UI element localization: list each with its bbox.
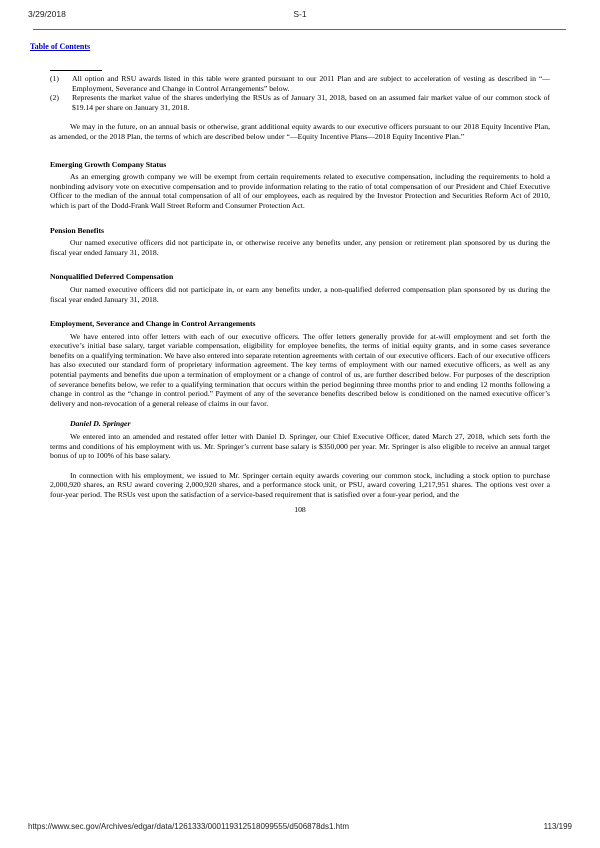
print-header-title: S-1 <box>293 9 307 19</box>
subsection-paragraph: In connection with his employment, we issued to Mr. Springer certain equity awards covering our common stock, including a stock option to purchase 2,000,920 shares, an RSU award covering 2,000,920 shares, and a performance stock unit, or PSU, award covering 1,217,951 shares. The options vest over a four-year period. The RSUs vest upon the satisfaction of a service-based requirement that is satisfied over a four-year period, and the <box>50 470 550 499</box>
intro-paragraph: We may in the future, on an annual basis or otherwise, grant additional equity awards to our executive officers pursuant to our 2018 Equity Incentive Plan, as amended, or the 2018 Plan, the terms of which are described below under “—Equity Incentive Plans—2018 Equity Incentive Plan.” <box>50 122 550 141</box>
document-content <box>50 70 550 514</box>
section-paragraph: Our named executive officers did not participate in, or earn any benefits under, a non-qualified deferred compensation plan sponsored by us during the fiscal year ended January 31, 2018. <box>50 284 550 304</box>
footnote-divider <box>50 70 102 71</box>
footer-page-indicator: 113/199 <box>543 822 572 831</box>
footnote-2 <box>50 93 550 112</box>
footnote-text: Represents the market value of the shares underlying the RSUs as of January 31, 2018, based on an assumed fair market value of our common stock of $19.14 per share on January 31, 2018. <box>72 93 550 112</box>
print-header <box>28 9 572 21</box>
section-heading-emerging-growth: Emerging Growth Company Status <box>50 159 167 169</box>
section-heading-pension-benefits: Pension Benefits <box>50 225 105 235</box>
footnote-1 <box>50 74 550 93</box>
section-paragraph: We have entered into offer letters with each of our executive officers. The offer letters generally provide for at-will employment and set forth the executive’s initial base salary, target variable compensation, eligibility for employee benefits, the terms of initial equity grants, and in some cases severance benefits on a qualifying termination. We have also entered into separate retention agreements with certain of our executive officers. Each of our executive officers has also executed our standard form of proprietary information agreement. The key terms of employment with our named executive officers, as well as any potential payments and benefits due upon a termination of employment or a change of control of us, are further described below. For purposes of the description of severance benefits below, we refer to a qualifying termination that occurs within the period beginning three months prior to and ending 12 months following a change in control as the “change in control period.” Payment of any of the severance benefits described below is conditioned on the named executive officer’s delivery and non-revocation of a general release of claims in our favor. <box>50 331 550 408</box>
print-header-date: 3/29/2018 <box>28 9 66 19</box>
section-paragraph: As an emerging growth company we will be exempt from certain requirements related to executive compensation, including the requirements to hold a nonbinding advisory vote on executive compensation and to provide information relating to the ratio of total compensation of our President and Chief Executive Officer to the median of the annual total compensation of all of our employees, each as required by the Investor Protection and Securities Reform Act of 2010, which is part of the Dodd-Frank Wall Street Reform and Consumer Protection Act. <box>50 172 550 210</box>
section-paragraph: Our named executive officers did not participate in, or otherwise receive any benefits under, any pension or retirement plan sponsored by us during the fiscal year ended January 31, 2018. <box>50 238 550 257</box>
footnote-marker: (1) <box>50 74 59 83</box>
header-divider <box>33 29 566 30</box>
subsection-heading-daniel-springer: Daniel D. Springer <box>70 419 131 429</box>
section-heading-employment-severance: Employment, Severance and Change in Control Arrangements <box>50 319 256 329</box>
table-of-contents <box>30 42 90 51</box>
footnote-marker: (2) <box>50 93 59 103</box>
subsection-paragraph: We entered into an amended and restated offer letter with Daniel D. Springer, our Chief Executive Officer, dated March 27, 2018, which sets forth the terms and conditions of his employment with us. Mr. Springer’s current base salary is $350,000 per year. Mr. Springer is also eligible to receive an annual target bonus of up to 100% of his base salary. <box>50 432 550 461</box>
table-of-contents-link[interactable]: Table of Contents <box>30 42 91 51</box>
document-page-number: 108 <box>294 504 306 514</box>
print-footer <box>28 822 572 831</box>
footnote-text: All option and RSU awards listed in this table were granted pursuant to our 2011 Plan and are subject to acceleration of vesting as described in “—Employment, Severance and Change in Control Arrangements” below. <box>72 74 550 93</box>
footer-url: https://www.sec.gov/Archives/edgar/data/1261333/000119312518099555/d506878ds1.htm <box>28 822 349 831</box>
section-heading-nonqualified-deferred-compensation: Nonqualified Deferred Compensation <box>50 272 174 282</box>
